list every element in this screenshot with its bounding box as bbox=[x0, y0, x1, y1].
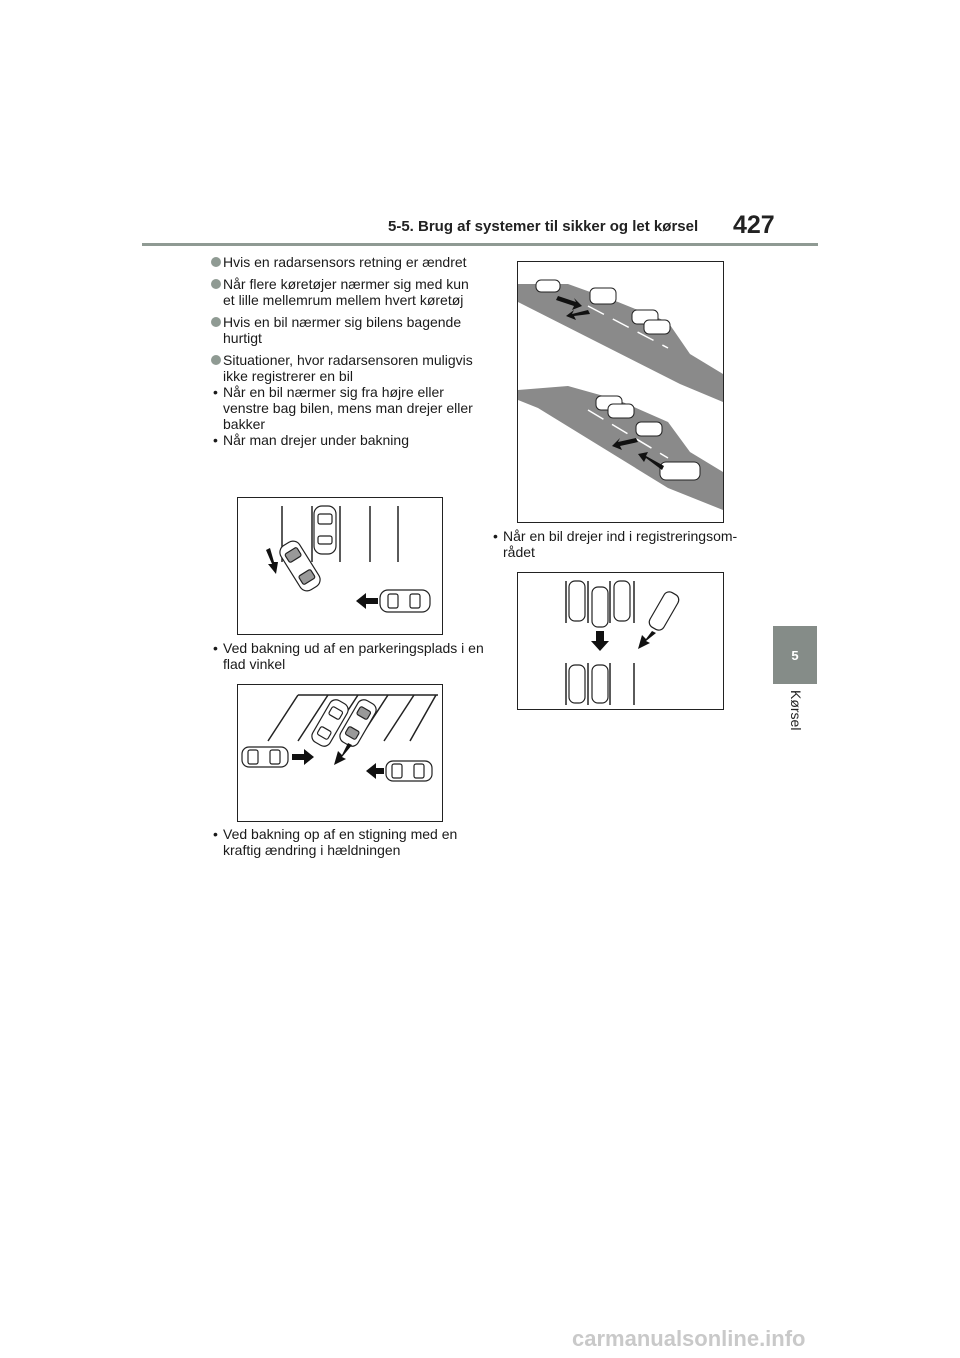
sub-marker: • bbox=[213, 826, 218, 842]
sub-marker: • bbox=[213, 432, 218, 448]
figure-flat-angle bbox=[237, 684, 443, 822]
figure-incline bbox=[517, 261, 724, 523]
figure-turn-into-area bbox=[517, 572, 724, 710]
car-icon bbox=[536, 280, 560, 292]
arrow-icon bbox=[292, 749, 314, 765]
car-icon bbox=[592, 665, 608, 703]
caption-text: Ved bakning op af en stigning med en kraftig ændring i hældningen bbox=[223, 826, 458, 858]
caption-text: Når en bil drejer ind i registreringsom-rådet bbox=[503, 528, 738, 560]
arrow-icon bbox=[334, 743, 352, 765]
car-icon bbox=[386, 761, 432, 781]
sub-marker: • bbox=[213, 640, 218, 656]
bullet-dot-icon bbox=[211, 279, 221, 289]
car-icon bbox=[314, 506, 336, 554]
bullet-dot-icon bbox=[211, 257, 221, 267]
sub-marker: • bbox=[493, 528, 498, 544]
sub-text: Når man drejer under bakning bbox=[223, 432, 409, 448]
page-number: 427 bbox=[733, 211, 775, 239]
caption-incline bbox=[211, 826, 485, 858]
caption-turn-into-area bbox=[491, 528, 765, 560]
car-icon bbox=[636, 422, 662, 436]
car-icon bbox=[644, 320, 670, 334]
car-icon bbox=[592, 587, 608, 627]
bullet-item bbox=[211, 254, 473, 270]
figure-reverse-turn bbox=[237, 497, 443, 635]
chapter-tab: 5 bbox=[773, 626, 817, 684]
car-icon bbox=[380, 590, 430, 612]
bullet-text: Hvis en bil nærmer sig bilens bagende hurtigt bbox=[223, 314, 462, 346]
arrow-icon bbox=[356, 593, 378, 609]
car-icon bbox=[608, 404, 634, 418]
sub-item bbox=[211, 384, 473, 432]
car-icon bbox=[614, 581, 630, 621]
arrow-icon bbox=[266, 548, 278, 574]
sub-marker: • bbox=[213, 384, 218, 400]
bullet-item bbox=[211, 314, 473, 346]
caption-flat-angle bbox=[211, 640, 485, 672]
bullet-text: Når flere køretøjer nærmer sig med kun et lille mellemrum mellem hvert køretøj bbox=[223, 276, 469, 308]
bullet-dot-icon bbox=[211, 317, 221, 327]
bullet-item bbox=[211, 276, 473, 308]
arrow-icon bbox=[591, 631, 609, 651]
bullet-item bbox=[211, 352, 473, 384]
caption-text: Ved bakning ud af en parkeringsplads i en flad vinkel bbox=[223, 640, 484, 672]
header-title: 5-5. Brug af systemer til sikker og let kørsel bbox=[388, 218, 699, 235]
bullet-dot-icon bbox=[211, 355, 221, 365]
car-icon bbox=[660, 462, 700, 480]
car-icon bbox=[569, 581, 585, 621]
chapter-label: Kørsel bbox=[788, 690, 804, 731]
sub-text: Når en bil nærmer sig fra højre eller venstre bag bilen, mens man drejer eller bakker bbox=[223, 384, 473, 432]
arrow-icon bbox=[366, 763, 384, 779]
car-icon bbox=[647, 590, 681, 633]
car-icon bbox=[242, 747, 288, 767]
watermark-text: carmanualsonline.info bbox=[572, 1326, 806, 1351]
car-icon bbox=[569, 665, 585, 703]
bullet-text: Situationer, hvor radarsensoren muligvis ikke registrerer en bil bbox=[223, 352, 473, 384]
bullet-text: Hvis en radarsensors retning er ændret bbox=[223, 254, 467, 270]
arrow-icon bbox=[638, 631, 656, 649]
header-rule bbox=[142, 243, 818, 246]
car-icon bbox=[590, 288, 616, 304]
left-column bbox=[211, 254, 473, 448]
sub-item bbox=[211, 432, 473, 448]
